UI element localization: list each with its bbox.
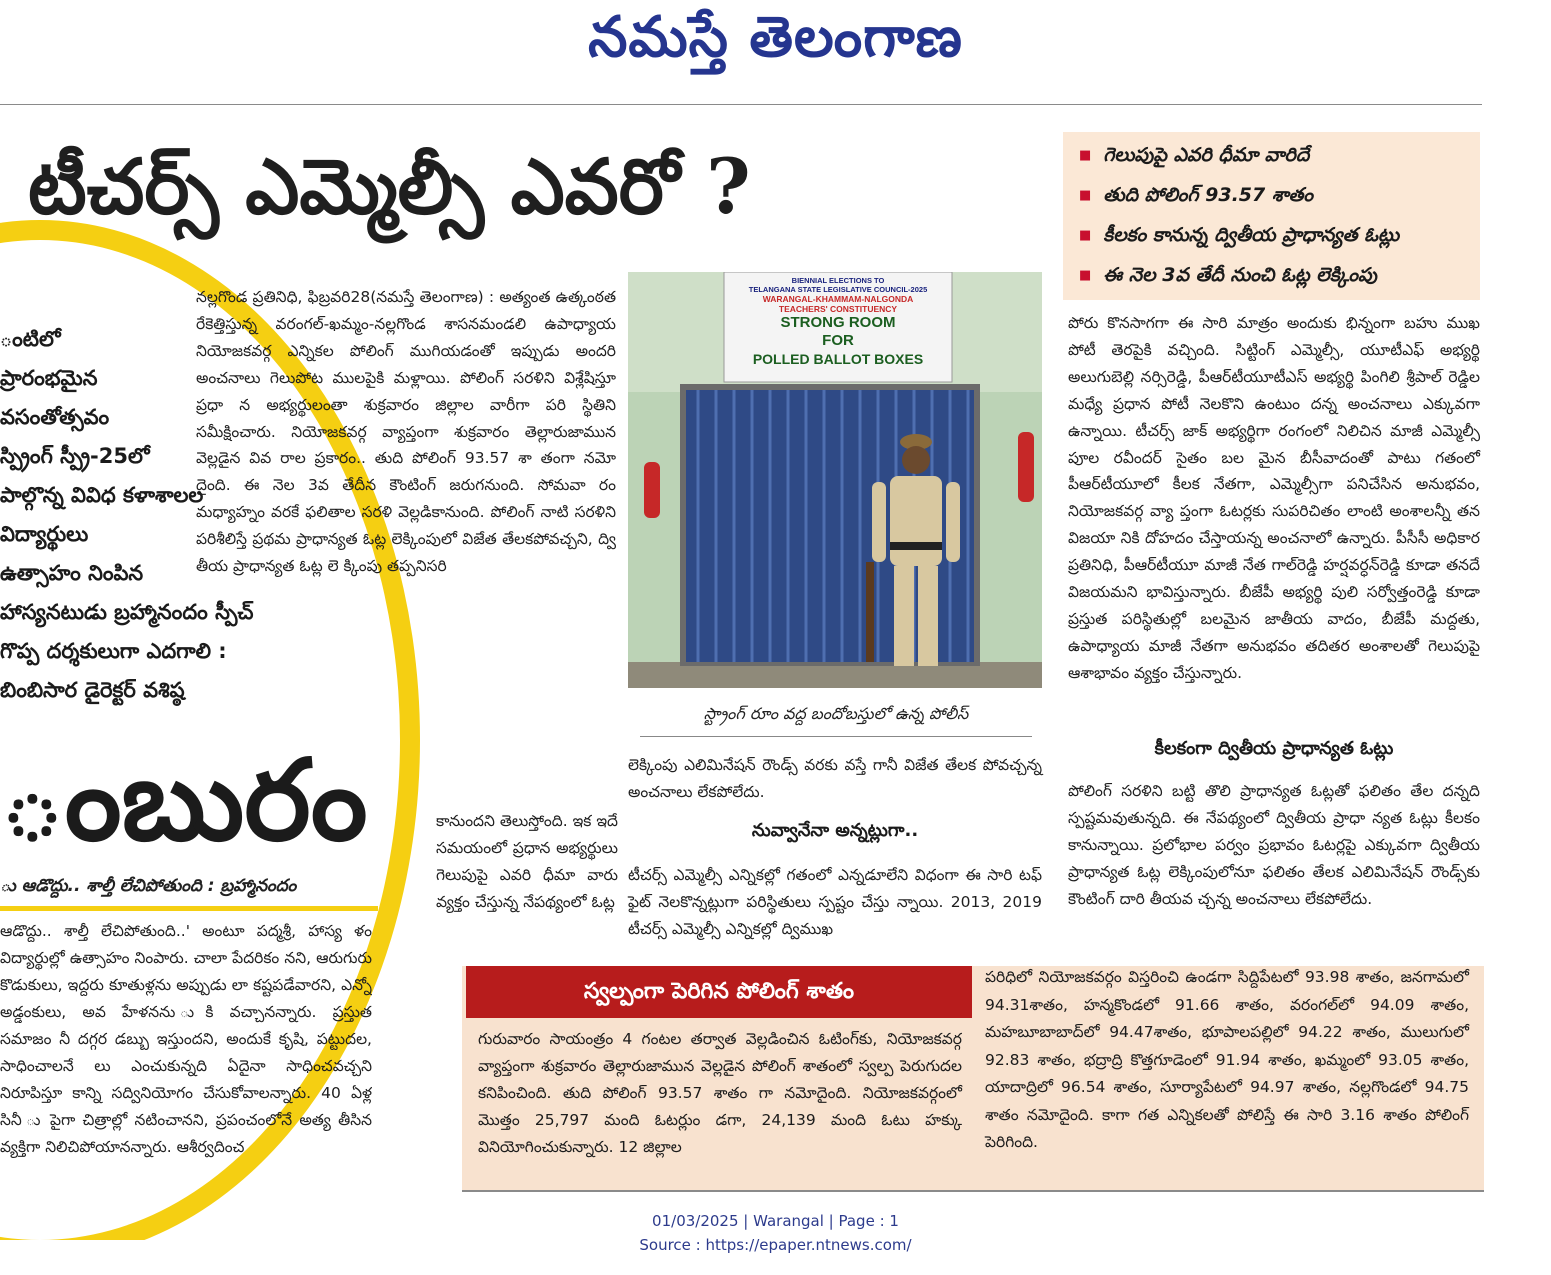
polling-box-column-2: పరిధిలో నియోజకవర్గం విస్తరించి ఉండగా సిద్దిపేటలో 93.98 శాతం, జనగామలో 94.31శాతం, హన్మకొండలో 91.66 శాతం, వరంగల్‌లో 94.09 శాతం, మహబూబాబాద్‌లో 94.47శాతం, భూపాలపల్లిలో 94.22 శాతం, ములుగులో 92.83 శాతం, భద్రాద్రి కొత్తగూడెంలో 91.94 శాతం, ఖమ్మంలో 93.05 శాతం, యాదాద్రిలో 96.54 శాతం, సూర్యాపేటలో 94.97 శాతం, నల్లగొండలో 94.75 శాతం నమోదైంది. కాగా గత ఎన్నికలతో పోలిస్తే ఈ సారి 3.16 శాతం పోలింగ్ పెరిగింది. <box>985 968 1469 1151</box>
highlight-item: ■ తుది పోలింగ్ 93.57 శాతం <box>1079 184 1313 211</box>
article-column-3-continued: పోలింగ్ సరళిని బట్టి తొలి ప్రాధాన్యత ఓట్లతో ఫలితం తేల దన్నది స్పష్టమవుతున్నది. ఈ నేపథ్యంలో ద్వితీయ ప్రాధా న్యత ఓట్లు కీలకం కానున్నాయి. ప్రలోభాల పర్వం ప్రభావం ఓటర్లపై ఎక్కువగా ద్వితీయ ప్రాధాన్యత ఓట్ల లెక్కింపులోనూ ఫలితం తేలక ఎలిమినేషన్ రౌండ్స్‌కు కౌంటింగ్ దారి తీయవ చ్చన్న అంచనాలు లేకపోలేదు. <box>1068 782 1480 908</box>
sign-line: BIENNIAL ELECTIONS TO <box>791 276 885 285</box>
promo-big-word: ంబురం <box>0 735 368 866</box>
promo-item: హాస్యనటుడు బ్రహ్మానందం స్పీచ్ <box>0 600 254 624</box>
masthead: నమస్తే తెలంగాణ <box>588 4 963 70</box>
highlights-box <box>1063 132 1480 300</box>
caption-divider <box>640 736 1032 737</box>
promo-item: వసంతోత్సవం <box>0 405 110 429</box>
article-column-1: నల్లగొండ ప్రతినిధి, ఫిబ్రవరి28(నమస్తే తెలంగాణ) : అత్యంత ఉత్కంఠత రేకెత్తిస్తున్న వరంగల్-ఖమ్మం-నల్లగొండ శాసనమండలి ఉపాధ్యాయ నియోజకవర్గ ఎన్నికల పోలింగ్ ముగియడంతో ఇప్పుడు అందరి అంచనాలు గెలుపోట ములపైకి మళ్లాయి. పోలింగ్ సరళిని విశ్లేషిస్తూ ప్రధా న అభ్యర్థులంతా శుక్రవారం జిల్లాల వారీగా పరి స్థితిని సమీక్షించారు. నియోజకవర్గ వ్యాప్తంగా శుక్రవారం తెల్లారుజామున వెల్లడైన వివ రాల ప్రకారం.. తుది పోలింగ్ 93.57 శా తంగా నమో దైంది. ఈ నెల 3వ తేదీన కౌంటింగ్ జరుగనుంది. సోమవా రం మధ్యాహ్నం వరకే ఫలితాల సరళి వెల్లడికానుంది. పోలింగ్ నాటి సరళిని పరిశీలిస్తే ప్రథమ ప్రాధాన్యత ఓట్ల లెక్కింపులో విజేత తేలకపోవచ్చని, ద్వి తీయ ప్రాధాన్యత ఓట్ల లె క్కింపు తప్పనిసరి <box>196 288 616 576</box>
promo-item: విద్యార్థులు <box>0 522 89 546</box>
promo-item: పాల్గొన్న వివిధ కళాశాలల <box>0 483 204 507</box>
article-column-2: లెక్కింపు ఎలిమినేషన్ రౌండ్స్ వరకు వస్తే గానీ విజేత తేలక పోవచ్చన్న అంచనాలు లేకపోలేదు. <box>628 756 1042 801</box>
promo-tagline: ు ఆడొద్దు.. శాల్తీ లేచిపోతుంది : బ్రహ్మానందం <box>0 876 297 896</box>
strong-room-sign <box>728 276 948 368</box>
polling-box-column-1: గురువారం సాయంత్రం 4 గంటల తర్వాత వెల్లడించిన ఓటింగ్‌కు, నియోజకవర్గ వ్యాప్తంగా శుక్రవారం తెల్లారుజామున వెల్లడైన పోలింగ్ శాతంలో స్వల్ప పెరుగుదల కనిపించింది. తుది పోలింగ్ 93.57 శాతం గా నమోదైంది. నియోజకవర్గంలో మొత్తం 25,797 మంది ఓటర్లుం డగా, 24,139 మంది ఓటు హక్కు వినియోగించుకున్నారు. 12 జిల్లాల <box>478 1030 962 1156</box>
masthead-rule <box>0 104 1482 105</box>
main-headline: టీచర్స్ ఎమ్మెల్సీ ఎవరో ? <box>28 142 751 231</box>
subheading-tough-fight: నువ్వానేనా అన్నట్లుగా.. <box>751 820 919 841</box>
sign-line: TELANGANA STATE LEGISLATIVE COUNCIL-2025 <box>748 285 928 294</box>
promo-item: స్ప్రింగ్ స్ప్రీ-25లో <box>0 444 150 468</box>
highlight-item: ■ గెలుపుపై ఎవరి ధీమా వారిదే <box>1079 144 1309 171</box>
promo-item: గొప్ప దర్శకులుగా ఎదగాలి : <box>0 639 227 663</box>
promo-body: ఆడొద్దు.. శాల్తీ లేచిపోతుంది..' అంటూ పద్మశ్రీ, హాస్య ళం విద్యార్థుల్లో ఉత్సాహం నింపారు. చాలా పేదరికం నని, ఆరుగురు కొడుకులు, ఇద్దరు కూతుళ్లను అప్పుడు లా కష్టపడేవారని, ఎన్నో అడ్డంకులు, అవ హేళనను ుకి వచ్చానన్నారు. ప్రస్తుత సమాజం నీ దగ్గర డబ్బు ఇస్తుందని, అందుకే కృషి, పట్టుదల, సాధించాలనే లు ఎంచుకున్నది ఏదైనా సాధించవచ్చని నిరూపిస్తూ కాన్ని సద్వినియోగం చేసుకోవాలన్నారు. 40 ఏళ్ల సినీ ు పైగా చిత్రాల్లో నటించానని, ప్రపంచంలోనే అత్య తీసిన వ్యక్తిగా నిలిచిపోయానన్నారు. ఆశీర్వదించ <box>0 922 372 1156</box>
sign-line: FOR <box>822 332 854 349</box>
highlight-item: ■ కీలకం కానున్న ద్వితీయ ప్రాధాన్యత ఓట్లు <box>1079 224 1399 251</box>
polling-box-banner: స్వల్పంగా పెరిగిన పోలింగ్ శాతం <box>466 966 972 1018</box>
article-column-1-continued: కానుందని తెలుస్తోంది. ఇక ఇదే సమయంలో ప్రధాన అభ్యర్థులు గెలుపుపై ఎవరి ధీమా వారు వ్యక్తం చేస్తున్న నేపథ్యంలో ఓట్ల <box>436 812 618 911</box>
promo-item: ప్రారంభమైన <box>0 366 98 390</box>
sign-line: STRONG ROOM <box>780 314 896 331</box>
sign-line: POLLED BALLOT BOXES <box>752 351 924 367</box>
footer-source: Source : https://epaper.ntnews.com/ <box>639 1236 912 1254</box>
footer-date-edition: 01/03/2025 | Warangal | Page : 1 <box>652 1212 899 1230</box>
promo-divider <box>0 906 378 911</box>
article-column-2-continued: టీచర్స్ ఎమ్మెల్సీ ఎన్నికల్లో గతంలో ఎన్నడూలేని విధంగా ఈ సారి టఫ్ ఫైట్ నెలకొన్నట్లుగా పరిస్థితులు స్పష్టం చేస్తు న్నాయి. 2013, 2019 టీచర్స్ ఎమ్మెల్సీ ఎన్నికల్లో ద్విముఖ <box>628 866 1042 938</box>
strong-room-photo <box>628 272 1042 688</box>
promo-item: బింబిసార డైరెక్టర్ వశిష్ఠ <box>0 678 185 702</box>
sign-line: TEACHERS' CONSTITUENCY <box>778 304 898 314</box>
highlight-item: ■ ఈ నెల 3వ తేదీ నుంచి ఓట్ల లెక్కింపు <box>1079 264 1377 291</box>
subheading-second-preference: కీలకంగా ద్వితీయ ప్రాధాన్యత ఓట్లు <box>1154 738 1394 759</box>
article-column-3: పోరు కొనసాగగా ఈ సారి మాత్రం అందుకు భిన్నంగా బహు ముఖ పోటీ తెరపైకి వచ్చింది. సిట్టింగ్ ఎమ్మెల్సీ, యూటీఎఫ్ అభ్యర్థి అలుగుబెల్లి నర్సిరెడ్డి, పీఆర్‌టీయూటీఎస్ అభ్యర్థి పింగిలి శ్రీపాల్ రెడ్డిల మధ్యే ప్రధాన పోటీ నెలకొని ఉంటుం దన్న అంచనాలు ఎక్కువగా ఉన్నాయి. టీచర్స్ జాక్ అభ్యర్థిగా రంగంలో నిలిచిన మాజీ ఎమ్మెల్సీ పూల రవీందర్ సైతం బల మైన బీసీవాదంతో పాటు గతంలో పీఆర్‌టీయూలో కీలక నేతగా, ఎమ్మెల్సీగా పనిచేసిన అనుభవం, నియోజకవర్గ వ్యా ప్తంగా ఓటర్లకు సుపరిచితం లాంటి అంశాలన్నీ తన విజయా నికి దోహదం చేస్తాయన్న అంచనాలో ఉన్నారు. పీసీసీ అధికార ప్రతినిధి, పీఆర్‌టీయూ మాజీ నేత గాల్‌రెడ్డి హర్షవర్ధన్‌రెడ్డి కూడా తనదే విజయమని భావిస్తున్నారు. బీజేపీ అభ్యర్థి పులి సర్వోత్తంరెడ్డి కూడా ప్రస్తుత పరిస్థితుల్లో బలమైన జాతీయ వాదం, బీజేపీ మద్దతు, ఉపాధ్యాయ మాజీ నేతగా అనుభవం తదితర అంశాలతో గెలుపుపై ఆశాభావం వ్యక్తం చేస్తున్నారు. <box>1068 314 1480 682</box>
sign-line: WARANGAL-KHAMMAM-NALGONDA <box>762 294 914 304</box>
photo-caption: స్ట్రాంగ్ రూం వద్ద బందోబస్తులో ఉన్న పోలీస్ <box>703 704 969 723</box>
promo-item: ంటిలో <box>0 327 61 351</box>
promo-item: ఉత్సాహం నింపిన <box>0 561 144 585</box>
